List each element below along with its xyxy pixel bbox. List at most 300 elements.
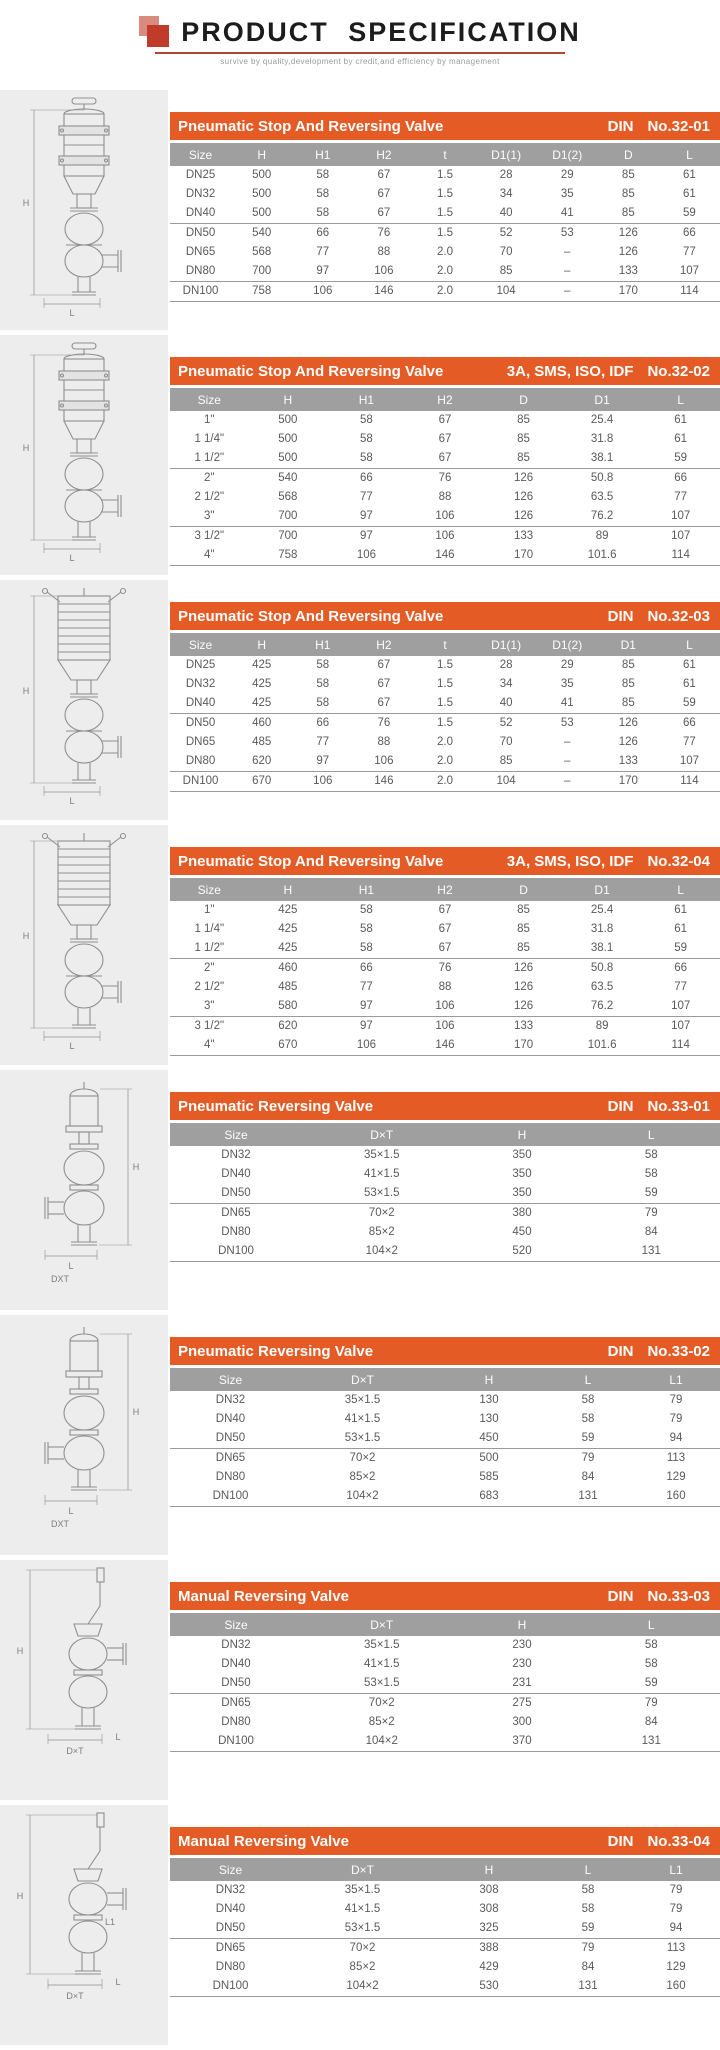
cell: 67: [377, 169, 391, 181]
column-header: D1: [563, 878, 642, 901]
cell: 58: [316, 659, 330, 671]
spec-table: [170, 388, 720, 566]
spec-table-area: [170, 1070, 720, 1315]
header-row: [170, 143, 720, 166]
cell: 85×2: [368, 1226, 395, 1238]
cell: 31.8: [590, 923, 614, 935]
column-header: t: [414, 633, 475, 656]
header-tagline: survive by quality,development by credit,and efficiency by management: [220, 57, 500, 66]
cell: DN65: [221, 1207, 251, 1219]
cell: 106: [406, 997, 485, 1017]
cell: 58: [644, 1658, 658, 1670]
table-row: [170, 243, 720, 262]
column-header: Size: [170, 1613, 302, 1636]
cell: 31.8: [590, 433, 614, 445]
cell: 25.4: [590, 414, 614, 426]
cell: 1 1/2": [170, 449, 249, 469]
cell: 58: [327, 939, 406, 959]
cell: 2.0: [436, 246, 453, 258]
cell: 568: [278, 491, 298, 503]
spec-table-area: [170, 1315, 720, 1560]
dimension-label: L: [68, 1506, 74, 1516]
cell: 107: [641, 997, 720, 1017]
cell: 41×1.5: [344, 1903, 381, 1915]
cell: 53×1.5: [291, 1919, 434, 1939]
cell: 25.4: [590, 904, 614, 916]
cell: 88: [377, 736, 391, 748]
cell: 425: [252, 678, 272, 690]
column-header: L1: [632, 1858, 720, 1881]
drawing-panel: [0, 90, 168, 330]
cell: 4": [170, 546, 249, 566]
cell: DN65: [215, 1942, 246, 1954]
dimension-label: H: [16, 1891, 24, 1901]
dimension-label: L: [68, 1261, 74, 1271]
cell: 485: [252, 736, 272, 748]
table-row: [170, 469, 720, 489]
pneumatic-stop-valve-ribbed-drawing: [0, 580, 168, 820]
table-row: [170, 675, 720, 694]
cell: 58: [581, 1884, 595, 1896]
column-header: H2: [406, 388, 485, 411]
cell: 58: [360, 433, 373, 445]
cell: 84: [581, 1961, 595, 1973]
cell: DN65: [215, 1452, 246, 1464]
cell: 425: [278, 904, 298, 916]
cell: 53×1.5: [302, 1674, 462, 1694]
table-row: [170, 959, 720, 979]
cell: 700: [249, 507, 328, 527]
product-section: [0, 580, 720, 825]
cell: 126: [618, 736, 638, 748]
cell: 160: [632, 1977, 720, 1997]
cell: DN25: [185, 169, 216, 181]
table-row: [170, 166, 720, 185]
table-title-bar: [170, 1337, 720, 1365]
cell: 79: [581, 1942, 595, 1954]
table-row: [170, 997, 720, 1017]
cell: 85: [621, 659, 635, 671]
cell: 500: [278, 414, 298, 426]
table-row: [170, 1184, 720, 1204]
cell: 85×2: [349, 1961, 376, 1973]
cell: 76.2: [563, 507, 642, 527]
manual-reversing-valve-drawing: [0, 1560, 168, 1800]
cell: DN100: [170, 1487, 291, 1507]
cell: 130: [479, 1394, 499, 1406]
table-row: [170, 1674, 720, 1694]
column-header: H1: [292, 633, 353, 656]
cell: 53: [560, 227, 574, 239]
table-row: [170, 224, 720, 244]
table-row: [170, 527, 720, 547]
column-header: L: [641, 388, 720, 411]
spec-table: [170, 143, 720, 302]
table-row: [170, 1732, 720, 1752]
dimension-label: H: [132, 1162, 140, 1172]
cell: 85: [476, 262, 537, 282]
column-header: Size: [170, 633, 231, 656]
table-row: [170, 1017, 720, 1037]
column-header: Size: [170, 878, 249, 901]
spec-table: [170, 1368, 720, 1507]
cell: 41×1.5: [364, 1168, 400, 1180]
cell: 104: [476, 282, 537, 302]
table-standard-number: No.33-02: [647, 1342, 710, 1360]
cell: DN100: [170, 1977, 291, 1997]
cell: DN65: [221, 1697, 251, 1709]
cell: 1.5: [436, 227, 453, 239]
table-row: [170, 262, 720, 282]
cell: DN40: [221, 1658, 251, 1670]
drawing-panel: [0, 580, 168, 820]
cell: 76: [438, 472, 452, 484]
cell: 146: [406, 1036, 485, 1056]
table-row: [170, 1036, 720, 1056]
column-header: H: [462, 1613, 583, 1636]
cell: 540: [252, 227, 272, 239]
table-row: [170, 282, 720, 302]
cell: 2 1/2": [194, 981, 225, 993]
cell: 77: [360, 491, 373, 503]
dimension-label: H: [22, 443, 30, 453]
cell: 520: [462, 1242, 583, 1262]
cell: 67: [406, 939, 485, 959]
cell: 52: [499, 717, 513, 729]
cell: 580: [249, 997, 328, 1017]
cell: 425: [231, 694, 292, 714]
column-header: D1(2): [537, 633, 598, 656]
table-row: [170, 430, 720, 449]
table-standard: DIN: [607, 1097, 634, 1115]
table-row: [170, 901, 720, 920]
cell: 58: [316, 169, 330, 181]
cell: 35×1.5: [364, 1639, 400, 1651]
cell: DN100: [170, 1242, 302, 1262]
cell: 79: [644, 1207, 658, 1219]
column-header: H: [231, 143, 292, 166]
header-divider: [155, 52, 565, 54]
cell: 126: [513, 981, 534, 993]
column-header: L: [544, 1368, 632, 1391]
cell: 104×2: [291, 1977, 434, 1997]
cell: 107: [641, 507, 720, 527]
cell: 66: [674, 962, 688, 974]
cell: 568: [252, 246, 272, 258]
cell: 79: [669, 1884, 683, 1896]
cell: 58: [292, 204, 353, 224]
cell: 67: [438, 433, 452, 445]
drawing-panel: [0, 335, 168, 575]
table-title-bar: [170, 1582, 720, 1610]
cell: 126: [618, 246, 638, 258]
product-section: [0, 1315, 720, 1560]
table-title: Manual Reversing Valve: [178, 1832, 349, 1850]
drawing-panel: [0, 1805, 168, 2045]
table-row: [170, 1391, 720, 1410]
drawing-panel: [0, 1560, 168, 1800]
cell: 500: [231, 204, 292, 224]
cell: 85: [621, 678, 635, 690]
table-row: [170, 1146, 720, 1165]
cell: 146: [353, 282, 414, 302]
cell: 66: [683, 227, 696, 239]
cell: 2": [204, 962, 215, 974]
cell: 67: [406, 449, 485, 469]
cell: DN65: [185, 736, 216, 748]
cell: 133: [513, 1020, 534, 1032]
cell: 59: [583, 1674, 720, 1694]
cell: –: [537, 772, 598, 792]
cell: 146: [406, 546, 485, 566]
table-row: [170, 772, 720, 792]
column-header: H2: [406, 878, 485, 901]
table-standard-number: No.33-03: [647, 1587, 710, 1605]
column-header: H: [462, 1123, 583, 1146]
cell: 77: [674, 981, 688, 993]
cell: 2.0: [436, 736, 453, 748]
cell: 59: [641, 939, 720, 959]
cell: DN50: [185, 227, 216, 239]
cell: 61: [674, 414, 688, 426]
cell: 66: [360, 962, 373, 974]
cell: 1.5: [414, 204, 475, 224]
column-header: H2: [353, 633, 414, 656]
cell: 460: [252, 717, 272, 729]
cell: 58: [581, 1394, 595, 1406]
cell: 500: [252, 169, 272, 181]
spec-table-area: [170, 90, 720, 335]
cell: 500: [278, 433, 298, 445]
cell: 59: [659, 204, 720, 224]
cell: DN50: [170, 1674, 302, 1694]
cell: DN65: [185, 246, 216, 258]
cell: 133: [513, 530, 534, 542]
column-header: L: [641, 878, 720, 901]
cell: 79: [669, 1394, 683, 1406]
cell: 61: [674, 433, 688, 445]
table-row: [170, 1429, 720, 1449]
column-header: Size: [170, 1123, 302, 1146]
cell: 58: [581, 1413, 595, 1425]
cell: 58: [360, 923, 373, 935]
cell: 35×1.5: [344, 1884, 381, 1896]
table-row: [170, 1919, 720, 1939]
cell: 29: [560, 169, 574, 181]
cell: 107: [671, 1020, 691, 1032]
cell: 700: [278, 530, 298, 542]
cell: 231: [462, 1674, 583, 1694]
spec-table-area: [170, 1805, 720, 2050]
cell: 275: [512, 1697, 532, 1709]
cell: 58: [360, 904, 373, 916]
cell: 84: [581, 1471, 595, 1483]
cell: 76: [438, 962, 452, 974]
cell: 58: [316, 678, 330, 690]
dimension-label: L: [69, 796, 75, 806]
cell: 77: [316, 736, 330, 748]
cell: 59: [544, 1429, 632, 1449]
cell: 97: [360, 530, 373, 542]
spec-table-area: [170, 335, 720, 580]
cell: 41×1.5: [364, 1658, 400, 1670]
cell: 126: [618, 227, 638, 239]
cell: 77: [360, 981, 373, 993]
column-header: L1: [632, 1368, 720, 1391]
cell: DN32: [221, 1639, 251, 1651]
cell: 70: [499, 246, 513, 258]
cell: 170: [598, 772, 659, 792]
product-section: [0, 1560, 720, 1805]
cell: 85: [476, 752, 537, 772]
cell: 131: [544, 1977, 632, 1997]
table-title: Pneumatic Stop And Reversing Valve: [178, 607, 444, 625]
cell: 85: [598, 204, 659, 224]
table-row: [170, 656, 720, 675]
cell: 85×2: [349, 1471, 376, 1483]
cell: 450: [512, 1226, 532, 1238]
cell: 85×2: [368, 1716, 395, 1728]
cell: 85: [484, 449, 563, 469]
cell: 94: [632, 1919, 720, 1939]
cell: 1.5: [436, 659, 453, 671]
cell: 38.1: [563, 449, 642, 469]
cell: 2.0: [414, 262, 475, 282]
drawing-panel: [0, 1315, 168, 1555]
cell: 126: [513, 472, 534, 484]
cell: 101.6: [563, 546, 642, 566]
cell: 67: [377, 188, 391, 200]
dimension-label: L: [69, 553, 75, 563]
cell: 2.0: [414, 282, 475, 302]
cell: 300: [512, 1716, 532, 1728]
table-row: [170, 1694, 720, 1714]
cell: 106: [435, 530, 455, 542]
column-header: D: [598, 143, 659, 166]
cell: 113: [666, 1452, 686, 1464]
cell: 58: [644, 1168, 658, 1180]
cell: 350: [512, 1168, 532, 1180]
table-row: [170, 1487, 720, 1507]
table-row: [170, 920, 720, 939]
cell: 67: [377, 678, 391, 690]
cell: 1": [204, 904, 215, 916]
table-row: [170, 1900, 720, 1919]
cell: 29: [560, 659, 574, 671]
cell: 79: [669, 1413, 683, 1425]
column-header: H: [249, 388, 328, 411]
cell: 308: [479, 1903, 499, 1915]
cell: 500: [249, 449, 328, 469]
cell: 129: [666, 1961, 686, 1973]
table-title: Pneumatic Stop And Reversing Valve: [178, 362, 444, 380]
table-row: [170, 733, 720, 752]
column-header: t: [414, 143, 475, 166]
cell: 104×2: [302, 1732, 462, 1752]
cell: 35×1.5: [344, 1394, 381, 1406]
cell: 63.5: [590, 491, 614, 503]
cell: 53: [560, 717, 574, 729]
cell: 1.5: [436, 678, 453, 690]
cell: 97: [327, 507, 406, 527]
cell: –: [564, 246, 571, 258]
cell: 85: [621, 169, 635, 181]
dimension-label: L: [115, 1977, 121, 1987]
sections-container: [0, 90, 720, 2050]
cell: 66: [360, 472, 373, 484]
cell: 34: [499, 188, 513, 200]
cell: DN80: [215, 1471, 246, 1483]
dimension-label: H: [22, 931, 30, 941]
dimension-label: L: [69, 308, 75, 318]
table-row: [170, 1958, 720, 1977]
cell: 2.0: [414, 772, 475, 792]
table-row: [170, 1223, 720, 1242]
cell: 106: [327, 546, 406, 566]
column-header: H: [434, 1858, 544, 1881]
cell: 85: [621, 188, 635, 200]
table-standard: DIN: [607, 1342, 634, 1360]
table-row: [170, 1939, 720, 1959]
cell: DN80: [170, 752, 231, 772]
cell: 89: [595, 530, 609, 542]
header-row: [170, 1858, 720, 1881]
column-header: Size: [170, 143, 231, 166]
cell: 40: [476, 204, 537, 224]
table-row: [170, 939, 720, 959]
cell: 79: [644, 1697, 658, 1709]
table-row: [170, 1881, 720, 1900]
cell: 61: [683, 659, 696, 671]
table-standard: 3A, SMS, ISO, IDF: [506, 362, 634, 380]
table-row: [170, 488, 720, 507]
cell: 450: [434, 1429, 544, 1449]
cell: 2 1/2": [194, 491, 225, 503]
table-row: [170, 1468, 720, 1487]
column-header: D1: [563, 388, 642, 411]
cell: 585: [479, 1471, 499, 1483]
cell: 79: [669, 1903, 683, 1915]
cell: 84: [644, 1226, 658, 1238]
cell: 101.6: [563, 1036, 642, 1056]
table-row: [170, 1977, 720, 1997]
cell: 97: [292, 262, 353, 282]
dimension-label: D×T: [66, 1991, 84, 2001]
cell: 77: [316, 246, 330, 258]
cell: 429: [479, 1961, 499, 1973]
cell: 85: [484, 939, 563, 959]
cell: 76: [377, 717, 391, 729]
cell: –: [537, 262, 598, 282]
cell: 61: [674, 904, 688, 916]
page-header: [0, 0, 720, 90]
cell: DN80: [215, 1961, 246, 1973]
cell: DN32: [185, 678, 216, 690]
cell: 1.5: [436, 717, 453, 729]
cell: DN80: [170, 262, 231, 282]
cell: 67: [353, 694, 414, 714]
table-title: Pneumatic Reversing Valve: [178, 1342, 374, 1360]
cell: 28: [499, 659, 513, 671]
column-header: D: [484, 878, 563, 901]
cell: 104×2: [302, 1242, 462, 1262]
cell: 4": [170, 1036, 249, 1056]
cell: 58: [360, 414, 373, 426]
cell: 1.5: [436, 188, 453, 200]
cell: 230: [512, 1658, 532, 1670]
cell: 40: [476, 694, 537, 714]
dimension-label: L1: [104, 1917, 116, 1927]
